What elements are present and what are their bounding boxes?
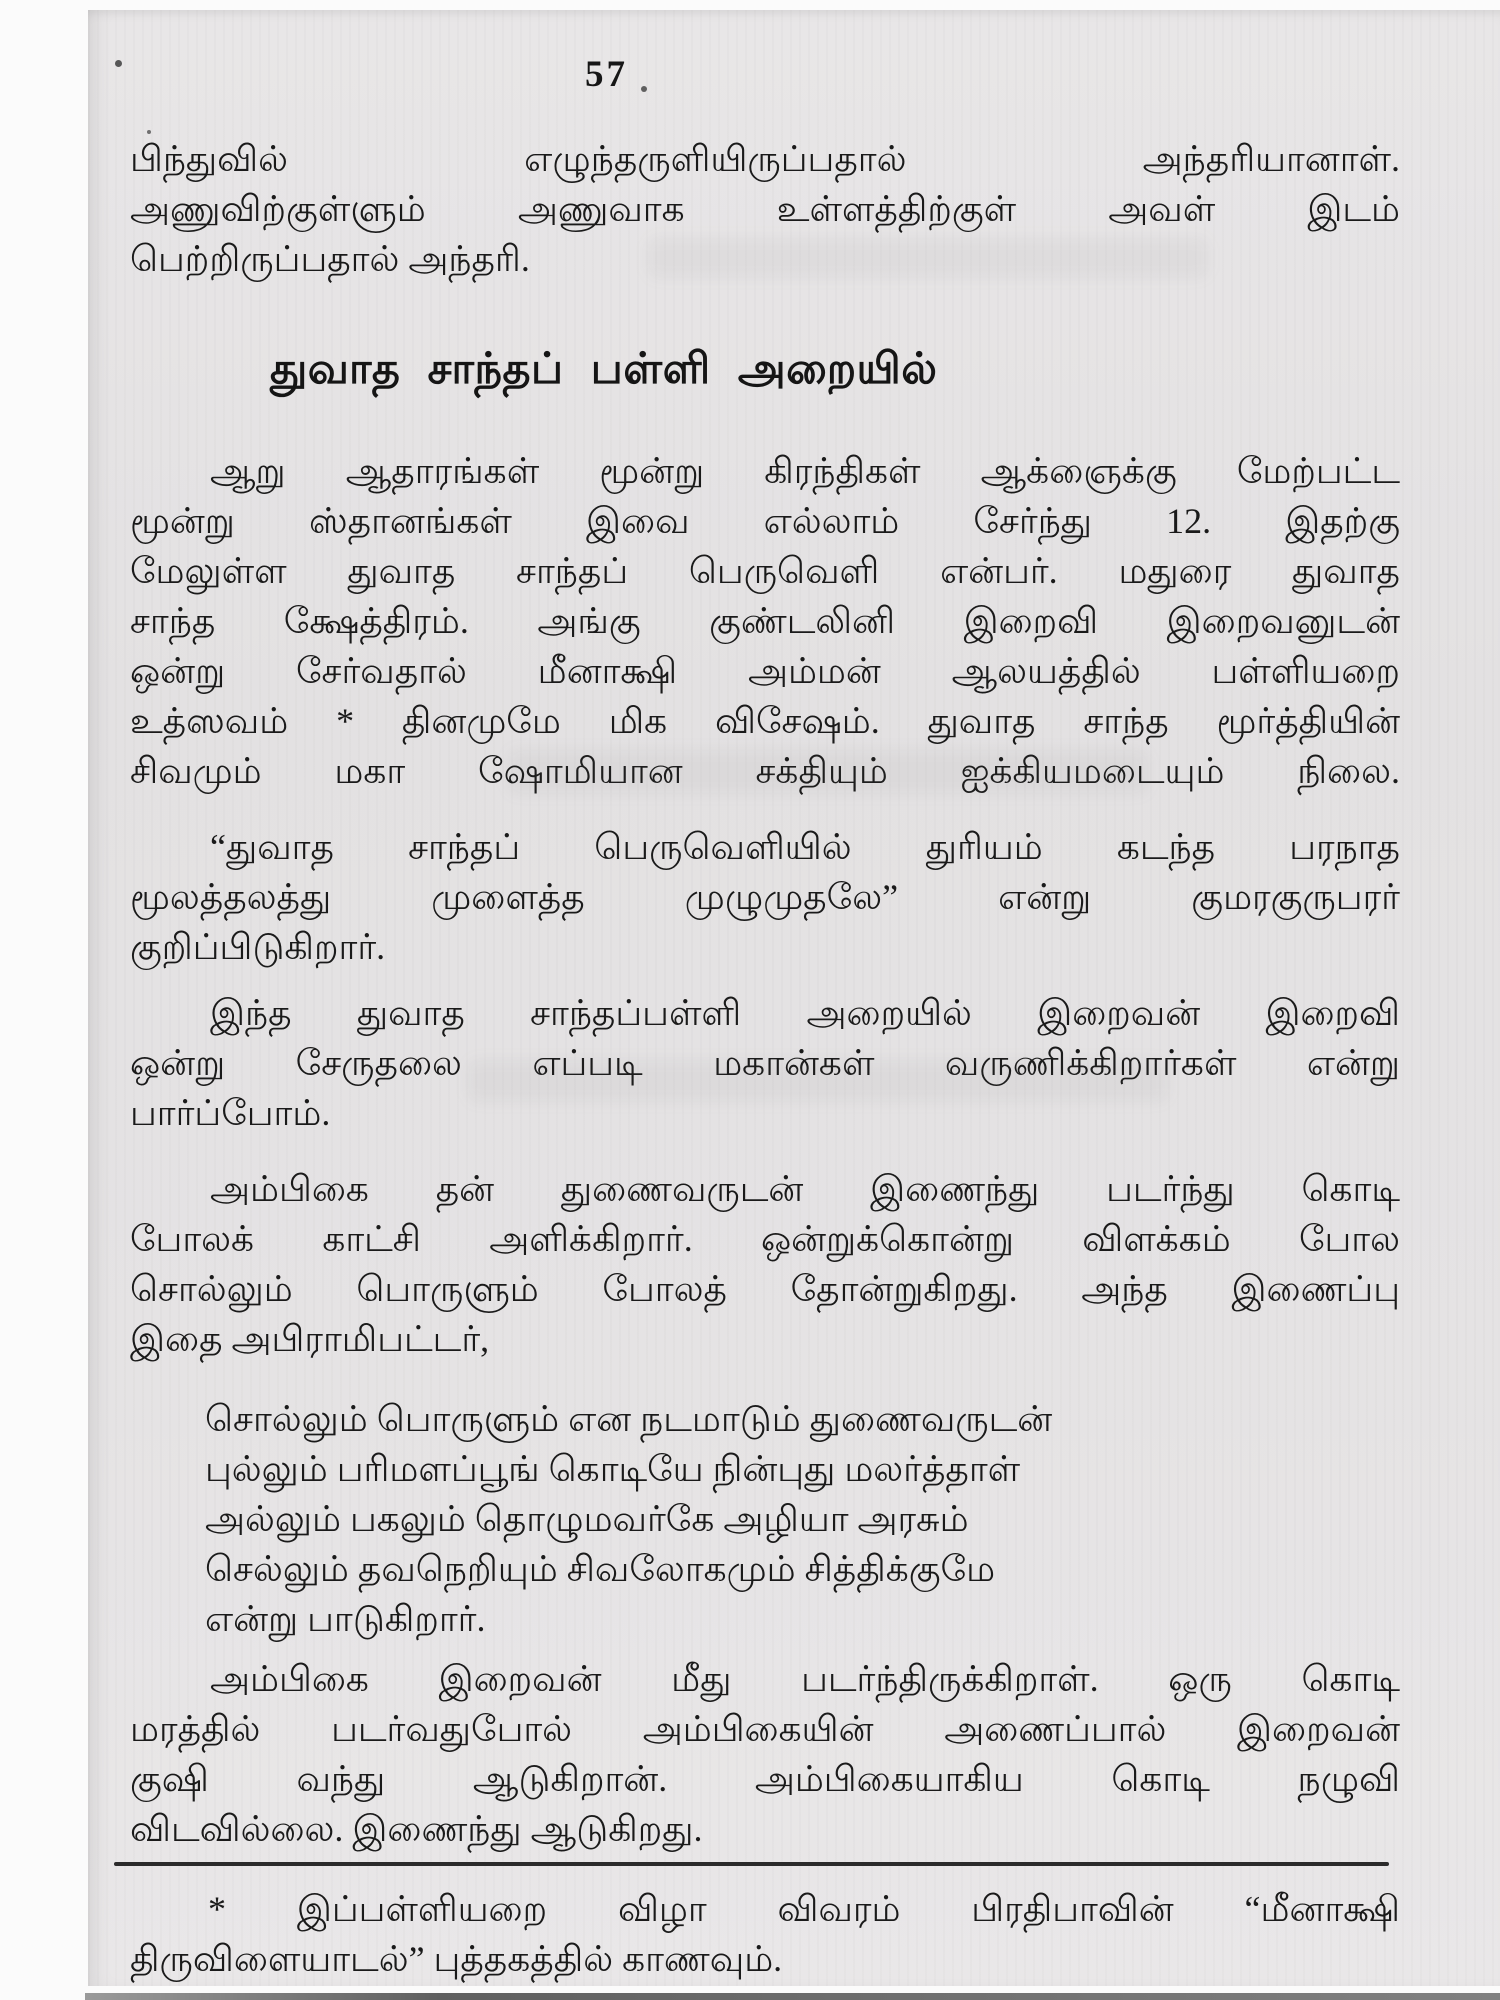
text-line: இதை அபிராமிபட்டர், (130, 1319, 490, 1359)
text-line: போலக் காட்சி அளிக்கிறார். ஒன்றுக்கொன்று விளக்கம் போல (130, 1219, 1400, 1259)
bleed-through-smudge (508, 750, 1148, 794)
text-line: மேலுள்ள துவாத சாந்தப் பெருவெளி என்பர். மதுரை துவாத (130, 551, 1400, 591)
text-line: பெற்றிருப்பதால் அந்தரி. (130, 239, 530, 279)
ink-speck (147, 130, 151, 134)
text-line: அணுவிற்குள்ளும் அணுவாக உள்ளத்திற்குள் அவள் இடம் (130, 189, 1400, 229)
text-line: இந்த துவாத சாந்தப்பள்ளி அறையில் இறைவன் இறைவி (210, 993, 1400, 1033)
text-line: ஆறு ஆதாரங்கள் மூன்று கிரந்திகள் ஆக்ஞைக்கு மேற்பட்ட (210, 451, 1400, 491)
paragraph-2 (130, 446, 1400, 796)
verse-line: என்று பாடுகிறார். (205, 1599, 486, 1639)
footnote-line: * இப்பள்ளியறை விழா விவரம் பிரதிபாவின் “மீனாக்ஷி (208, 1889, 1400, 1929)
verse-line: புல்லும் பரிமளப்பூங் கொடியே நின்புது மலர்த்தாள் (205, 1449, 1021, 1489)
verse-block (205, 1394, 1400, 1644)
verse-line: அல்லும் பகலும் தொழுமவர்கே அழியா அரசும் (205, 1499, 969, 1539)
section-heading: துவாத சாந்தப் பள்ளி அறையில் (270, 346, 938, 393)
paper (88, 10, 1500, 1986)
paragraph-6 (130, 1654, 1400, 1854)
ink-speck (115, 60, 122, 67)
quote-paragraph (130, 822, 1400, 972)
footnote-rule (114, 1862, 1389, 1866)
text-line: பார்ப்போம். (130, 1093, 331, 1133)
bleed-through-smudge (648, 238, 1208, 278)
verse-line: சொல்லும் பொருளும் என நடமாடும் துணைவருடன் (205, 1399, 1053, 1439)
text-block (130, 10, 1400, 1984)
text-line: ஒன்று சேர்வதால் மீனாக்ஷி அம்மன் ஆலயத்தில் பள்ளியறை (130, 651, 1400, 691)
text-line: அம்பிகை இறைவன் மீது படர்ந்திருக்கிறாள். ஒரு கொடி (210, 1659, 1400, 1699)
ink-speck (641, 86, 647, 92)
footnote (130, 1884, 1400, 1984)
text-line: குறிப்பிடுகிறார். (130, 927, 386, 967)
text-line: குஷி வந்து ஆடுகிறான். அம்பிகையாகிய கொடி நழுவி (130, 1759, 1400, 1799)
footnote-line: திருவிளையாடல்” புத்தகத்தில் காணவும். (130, 1939, 783, 1979)
text-line: விடவில்லை. இணைந்து ஆடுகிறது. (130, 1809, 703, 1849)
text-line: மரத்தில் படர்வதுபோல் அம்பிகையின் அணைப்பால் இறைவன் (130, 1709, 1400, 1749)
page-number: 57 (585, 54, 628, 95)
bleed-through-smudge (468, 1060, 1168, 1102)
text-line: பிந்துவில் எழுந்தருளியிருப்பதால் அந்தரியானாள். (130, 139, 1400, 179)
verse-line: செல்லும் தவநெறியும் சிவலோகமும் சித்திக்குமே (205, 1549, 996, 1589)
text-line: மூன்று ஸ்தானங்கள் இவை எல்லாம் சேர்ந்து 12. இதற்கு (130, 501, 1400, 541)
text-line: அம்பிகை தன் துணைவருடன் இணைந்து படர்ந்து கொடி (210, 1169, 1400, 1209)
text-line: உத்ஸவம் * தினமுமே மிக விசேஷம். துவாத சாந்த மூர்த்தியின் (130, 701, 1400, 741)
scan-bottom-edge (85, 1993, 1500, 2000)
text-line: சாந்த க்ஷேத்திரம். அங்கு குண்டலினி இறைவி இறைவனுடன் (130, 601, 1400, 641)
text-line: மூலத்தலத்து முளைத்த முழுமுதலே” என்று குமரகுருபரர் (130, 877, 1400, 917)
text-line: “துவாத சாந்தப் பெருவெளியில் துரியம் கடந்த பரநாத (210, 827, 1400, 867)
text-line: ஒன்று சேருதலை எப்படி மகான்கள் வருணிக்கிறார்கள் என்று (130, 1043, 1400, 1083)
text-line: சிவமும் மகா ஷோமியான சக்தியும் ஐக்கியமடையும் நிலை. (130, 751, 1400, 791)
paragraph-5 (130, 1164, 1400, 1364)
text-line: சொல்லும் பொருளும் போலத் தோன்றுகிறது. அந்த இணைப்பு (130, 1269, 1400, 1309)
